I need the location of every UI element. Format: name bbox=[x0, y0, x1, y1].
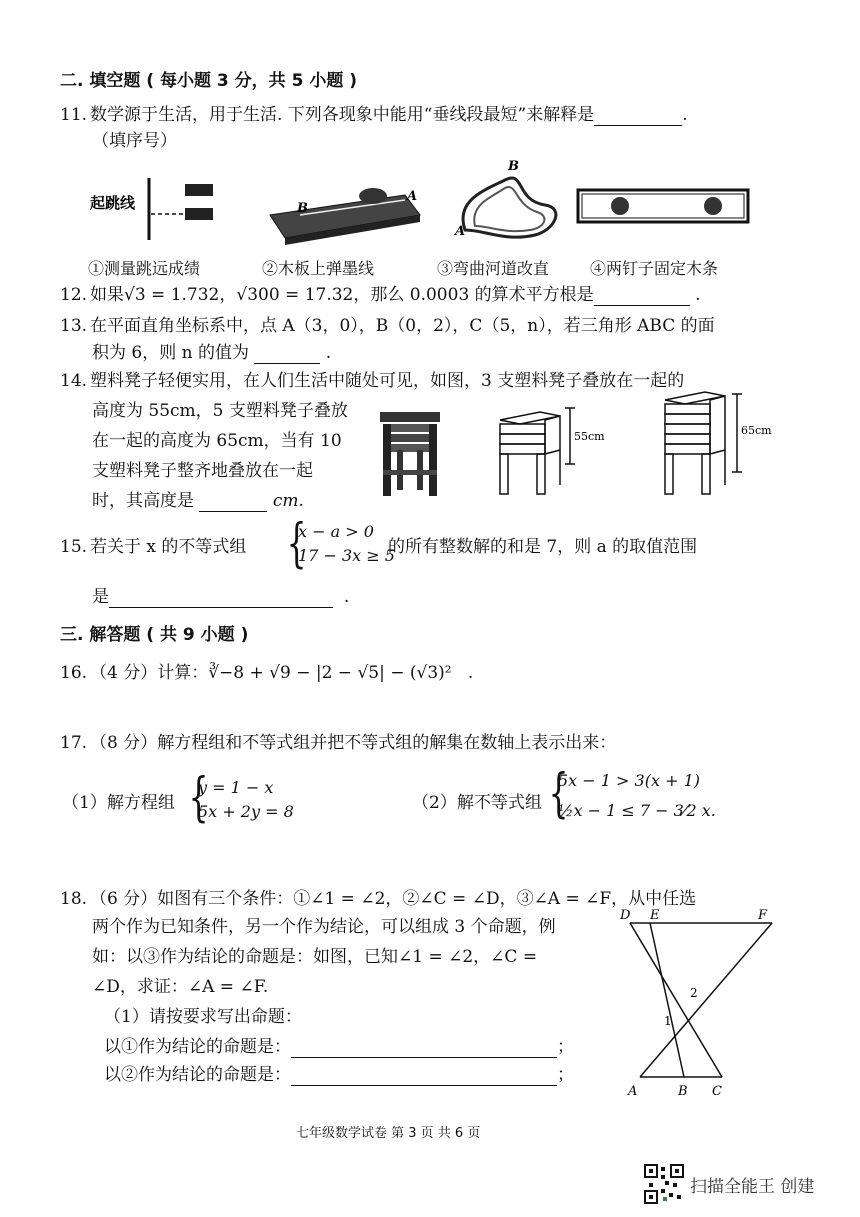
q17-period: . bbox=[710, 801, 716, 820]
label-angle-2: 2 bbox=[690, 986, 698, 1000]
footprint-1 bbox=[185, 184, 213, 196]
river-figure bbox=[453, 160, 556, 239]
q13-line1 bbox=[60, 315, 715, 337]
q17-inequality-2-row bbox=[558, 796, 716, 826]
q11-note: （填序号） bbox=[92, 131, 177, 151]
q17-system-1 bbox=[198, 776, 294, 824]
river-point-b: B bbox=[508, 160, 519, 174]
board-figure bbox=[270, 188, 420, 245]
q14-text3: 在一起的高度为 65cm，当有 10 bbox=[92, 431, 342, 451]
q14-line5 bbox=[92, 490, 304, 512]
q18-text1: （6 分）如图有三个条件：①∠1 = ∠2，②∠C = ∠D，③∠A = ∠F，从中任选 bbox=[90, 889, 697, 909]
q14-number: 14. bbox=[60, 371, 88, 391]
q11-caption-4: ④两钉子固定木条 bbox=[590, 259, 719, 278]
q15-number: 15. bbox=[60, 537, 88, 557]
stool-photo bbox=[380, 412, 440, 496]
q14-answer-blank bbox=[199, 493, 267, 512]
section-3-title: 三. 解答题 ( 共 9 小题 ) bbox=[60, 625, 249, 645]
board-point-b: B bbox=[297, 201, 308, 216]
q17-inequality-1: 5x − 1 > 3(x + 1) bbox=[558, 771, 700, 790]
q18-blank-1 bbox=[291, 1039, 557, 1058]
q17-line1 bbox=[60, 732, 616, 754]
q18-semicolon-2: ； bbox=[557, 1065, 574, 1085]
q16-number: 16. bbox=[60, 663, 88, 683]
q17-text: （8 分）解方程组和不等式组并把不等式组的解集在数轴上表示出来： bbox=[90, 733, 617, 753]
q11-line1 bbox=[60, 104, 688, 126]
q12-number: 12. bbox=[60, 285, 88, 305]
scanner-watermark: 扫描全能王 创建 bbox=[690, 1177, 815, 1197]
q12-period: . bbox=[695, 285, 701, 305]
q13-text2: 积为 6，则 n 的值为 bbox=[92, 343, 249, 363]
q18-text4: ∠D，求证：∠A = ∠F. bbox=[92, 977, 269, 997]
q18-text6: 以①作为结论的命题是： bbox=[104, 1037, 291, 1057]
q11-caption-3: ③弯曲河道改直 bbox=[437, 259, 550, 278]
q17-equation-1: y = 1 − x bbox=[198, 778, 274, 797]
takeoff-line-label: 起跳线 bbox=[90, 194, 136, 212]
q13-number: 13. bbox=[60, 316, 88, 336]
label-55cm: 55cm bbox=[574, 430, 605, 443]
label-f: F bbox=[758, 908, 768, 923]
q17-equation-2: 5x + 2y = 8 bbox=[198, 802, 294, 821]
label-angle-1: 1 bbox=[664, 1014, 672, 1028]
q18-number: 18. bbox=[60, 889, 88, 909]
label-65cm: 65cm bbox=[741, 424, 772, 437]
q18-geometry-figure bbox=[612, 905, 782, 1105]
q14-unit: cm. bbox=[272, 491, 304, 511]
q17-number: 17. bbox=[60, 733, 88, 753]
q15-line2 bbox=[92, 586, 349, 608]
q14-text5: 时，其高度是 bbox=[92, 491, 194, 511]
label-b: B bbox=[678, 1084, 688, 1099]
q11-text: 数学源于生活，用于生活. 下列各现象中能用“垂线段最短”来解释是 bbox=[90, 105, 595, 125]
q14-line1 bbox=[60, 370, 684, 392]
q17-brace-2: { bbox=[548, 764, 569, 824]
section-2-title: 二. 填空题 ( 每小题 3 分，共 5 小题 ) bbox=[60, 71, 358, 91]
q11-caption-1: ①测量跳远成绩 bbox=[88, 259, 201, 278]
q14-figures bbox=[375, 390, 785, 505]
q17-part2-label: （2）解不等式组 bbox=[412, 793, 542, 813]
q18-text3: 如：以③作为结论的命题是：如图，已知∠1 = ∠2，∠C = bbox=[92, 947, 538, 967]
q18-line1 bbox=[60, 888, 696, 910]
q17-inequality-2: ½x − 1 ≤ 7 − 3⁄2 x bbox=[558, 801, 711, 820]
q18-text5: （1）请按要求写出命题： bbox=[104, 1007, 302, 1027]
q12-line bbox=[60, 284, 700, 306]
q14-text4: 支塑料凳子整齐地叠放在一起 bbox=[92, 461, 313, 481]
q18-line6 bbox=[104, 1036, 574, 1058]
river-point-a: A bbox=[455, 224, 466, 239]
q13-answer-blank bbox=[254, 345, 320, 364]
q11-number: 11. bbox=[60, 105, 88, 125]
q11-answer-blank bbox=[594, 107, 682, 126]
q16-line bbox=[60, 662, 473, 684]
label-d: D bbox=[620, 908, 631, 923]
q16-text: （4 分）计算：∛−8 + √9 − |2 − √5| − (√3)² bbox=[90, 663, 452, 683]
stool-3-drawing bbox=[500, 408, 575, 494]
label-a: A bbox=[628, 1084, 638, 1099]
q15-text2: 是 bbox=[92, 587, 109, 607]
q14-text1: 塑料凳子轻便实用，在人们生活中随处可见，如图，3 支塑料凳子叠放在一起的 bbox=[90, 371, 685, 391]
page-footer: 七年级数学试卷 第 3 页 共 6 页 bbox=[296, 1126, 481, 1141]
q15-post: 的所有整数解的和是 7，则 a 的取值范围 bbox=[388, 537, 698, 557]
q15-period: . bbox=[343, 587, 350, 607]
strip-figure bbox=[578, 190, 748, 222]
q18-text7: 以②作为结论的命题是： bbox=[104, 1065, 291, 1085]
q11-period: . bbox=[682, 105, 688, 125]
q16-period: . bbox=[467, 663, 474, 683]
q13-text1: 在平面直角坐标系中，点 A（3，0），B（0，2），C（5，n），若三角形 ABC 的面 bbox=[90, 316, 715, 336]
label-c: C bbox=[712, 1084, 722, 1099]
q15-line1 bbox=[60, 536, 246, 558]
q18-text2: 两个作为已知条件，另一个作为结论，可以组成 3 个命题，例 bbox=[92, 917, 556, 937]
q12-text: 如果√3 = 1.732，√300 = 17.32，那么 0.0003 的算术平方根是 bbox=[90, 285, 594, 305]
q14-text2: 高度为 55cm，5 支塑料凳子叠放 bbox=[92, 401, 348, 421]
q18-blank-2 bbox=[291, 1067, 557, 1086]
q12-answer-blank bbox=[594, 287, 690, 306]
q15-inequality-1: x − a > 0 bbox=[298, 522, 374, 541]
q15-brace: { bbox=[286, 514, 307, 574]
q17-system-2 bbox=[558, 766, 716, 826]
q18-line7 bbox=[104, 1064, 574, 1086]
q15-system bbox=[298, 520, 395, 568]
board-point-a: A bbox=[407, 189, 418, 204]
q15-pre: 若关于 x 的不等式组 bbox=[90, 537, 247, 557]
q15-inequality-2: 17 − 3x ≥ 5 bbox=[298, 546, 395, 565]
footprint-2 bbox=[185, 208, 213, 220]
q13-period: . bbox=[325, 343, 332, 363]
q17-brace-1: { bbox=[188, 768, 209, 828]
q11-caption-2: ②木板上弹墨线 bbox=[262, 259, 375, 278]
q13-line2 bbox=[92, 342, 331, 364]
q18-semicolon-1: ； bbox=[557, 1037, 574, 1057]
stool-5-drawing bbox=[665, 392, 742, 494]
q17-part1-label: （1）解方程组 bbox=[62, 793, 175, 813]
qr-code-icon bbox=[644, 1164, 684, 1204]
q15-answer-blank bbox=[109, 589, 333, 608]
q11-figures bbox=[85, 160, 785, 250]
label-e: E bbox=[650, 908, 660, 923]
